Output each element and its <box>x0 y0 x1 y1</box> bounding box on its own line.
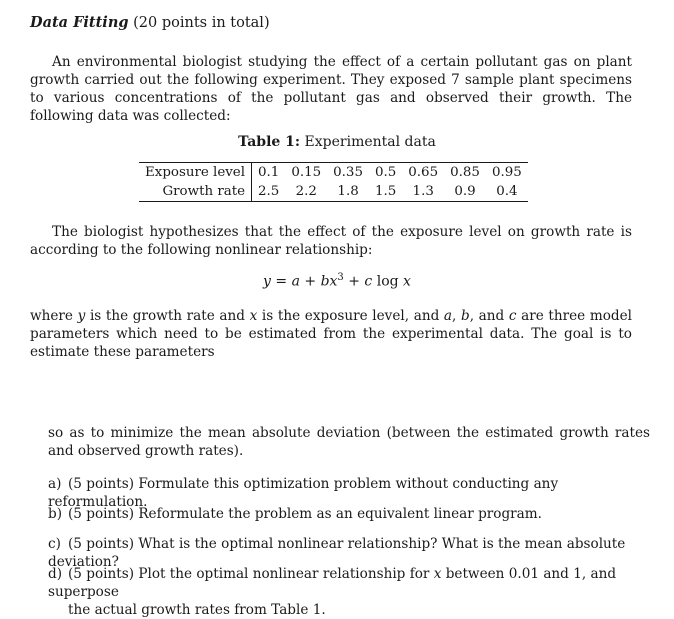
question-text: (5 points) Reformulate the problem as an equivalent linear program. <box>68 506 542 522</box>
question-label: b) <box>48 506 63 522</box>
question-b <box>48 505 654 523</box>
question-text: (5 points) Plot the optimal nonlinear relationship for <box>68 566 434 582</box>
table-cell: 2.5 <box>258 184 280 199</box>
table-cell: 0.35 <box>333 165 363 180</box>
row-header-growth: Growth rate <box>139 182 252 202</box>
table-cell: 0.9 <box>454 184 476 199</box>
question-label: c) <box>48 536 61 552</box>
question-text: between 0.01 and 1, and superpose <box>48 566 617 600</box>
model-equation <box>0 272 674 290</box>
table-cell: 0.1 <box>258 165 280 180</box>
var-y: y <box>77 308 86 324</box>
hypothesis-text: The biologist hypothesizes that the effect of the exposure level on growth rate is according to the following nonlinear relationship: <box>30 224 632 258</box>
var-x: x <box>433 566 442 582</box>
table-caption <box>0 134 674 150</box>
equation-rhs: x <box>398 273 411 290</box>
where-text: , and <box>469 308 509 324</box>
table-caption-text: Experimental data <box>304 134 436 150</box>
table-cell: 0.65 <box>408 165 439 180</box>
equation-log: log <box>376 273 399 290</box>
where-text: is the growth rate and <box>85 308 250 324</box>
intro-paragraph <box>30 53 632 125</box>
where-text: are three model parameters which need to be estimated from the experimental data. The goal is to estimate these parameters <box>30 308 633 360</box>
var-c: c <box>508 308 517 324</box>
table-cell: 0.4 <box>496 184 518 199</box>
where-text: is the exposure level, and <box>257 308 444 324</box>
section-heading <box>30 14 270 31</box>
table-cell: 0.95 <box>491 165 522 180</box>
question-d <box>48 565 654 619</box>
table-row-exposure <box>139 163 528 183</box>
equation-power: 3 <box>337 272 344 283</box>
var-b: b <box>461 308 470 324</box>
experimental-data-table <box>139 162 528 202</box>
table-cell: 1.5 <box>374 184 397 199</box>
table-cell: 2.2 <box>295 184 317 199</box>
continuation-paragraph: so as to minimize the mean absolute deviation (between the estimated growth rates and observed growth rates). <box>48 425 650 459</box>
table-row-growth <box>139 182 528 202</box>
table-cell: 0.15 <box>291 165 322 180</box>
where-text: where <box>30 308 78 324</box>
table-caption-label: Table 1: <box>238 134 301 150</box>
equation-mid: + c <box>343 273 377 290</box>
question-text: (5 points) What is the optimal nonlinear relationship? What is the mean absolute deviation? <box>48 536 626 570</box>
section-points: (20 points in total) <box>133 15 270 31</box>
where-paragraph <box>30 307 632 361</box>
section-title: Data Fitting <box>30 14 129 31</box>
table-cell: 0.5 <box>374 165 397 180</box>
equation-lhs: y = a + bx <box>263 273 338 290</box>
question-text-continued: the actual growth rates from Table 1. <box>68 602 326 618</box>
table-cell: 0.85 <box>450 165 480 180</box>
hypothesis-paragraph <box>30 223 632 259</box>
question-label: a) <box>48 476 62 492</box>
question-label: d) <box>48 566 63 582</box>
intro-text: An environmental biologist studying the effect of a certain pollutant gas on plant growth carried out the following experiment. They exposed 7 sample plant specimens to various concentrations of the pollutant gas and observed their growth. The following data was collected: <box>30 54 632 124</box>
where-text: , <box>452 308 461 324</box>
var-x: x <box>249 308 258 324</box>
table-cell: 1.3 <box>412 184 434 199</box>
question-text: (5 points) Formulate this optimization problem without conducting any reformulation. <box>48 476 559 510</box>
row-header-exposure: Exposure level <box>139 163 252 183</box>
var-a: a <box>443 308 453 324</box>
table-cell: 1.8 <box>337 184 359 199</box>
